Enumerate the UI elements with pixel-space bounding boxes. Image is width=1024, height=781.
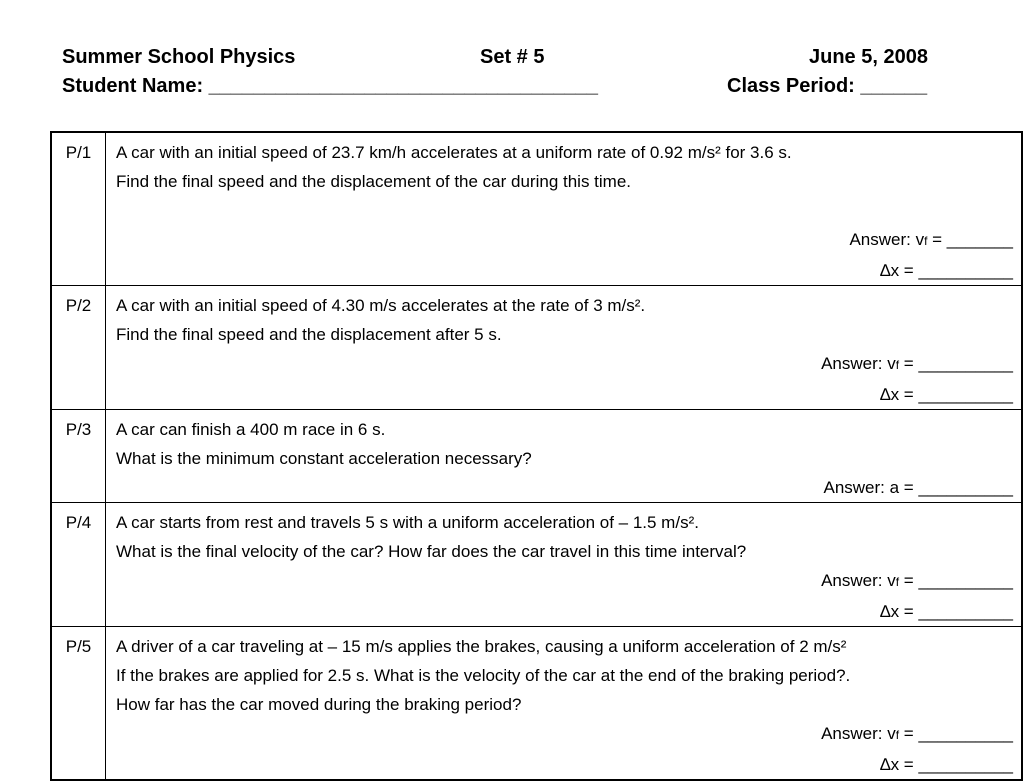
problem-body [106,627,1023,781]
problem-text-line: If the brakes are applied for 2.5 s. What is the velocity of the car at the end of the braking period?. [116,666,851,685]
problem-number: P/2 [51,286,106,410]
problem-text-line: A car with an initial speed of 4.30 m/s accelerates at the rate of 3 m/s². [116,296,646,315]
course-title: Summer School Physics [62,46,296,68]
problems-table [50,131,1023,781]
problem-number: P/3 [51,410,106,503]
worksheet-date: June 5, 2008 [809,46,928,68]
answer-gap [116,196,1013,225]
answer-line: ∆x = __________ [880,385,1013,404]
answer-line: Answer: vf = __________ [821,571,1013,590]
problem-body [106,503,1023,627]
answer-line: ∆x = __________ [880,602,1013,621]
problem-text-line: What is the minimum constant acceleration necessary? [116,449,532,468]
problem-body [106,132,1023,286]
answer-line: Answer: vf = __________ [821,354,1013,373]
problem-row [51,627,1022,781]
problem-number: P/5 [51,627,106,781]
problem-number: P/1 [51,132,106,286]
problem-text-line: A car with an initial speed of 23.7 km/h accelerates at a uniform rate of 0.92 m/s² for 3.6 s. [116,143,792,162]
answer-line: Answer: a = __________ [823,478,1013,497]
problem-row [51,410,1022,503]
problem-row [51,286,1022,410]
answer-line: ∆x = __________ [880,755,1013,774]
problem-text-line: How far has the car moved during the braking period? [116,695,522,714]
answer-line: Answer: vf = _______ [849,230,1013,249]
answer-line: ∆x = __________ [880,261,1013,280]
problem-row [51,503,1022,627]
problem-number: P/4 [51,503,106,627]
class-period-field: Class Period: ______ [727,75,928,97]
set-number: Set # 5 [480,46,545,68]
problem-text-line: A car starts from rest and travels 5 s with a uniform acceleration of – 1.5 m/s². [116,513,699,532]
problem-body [106,410,1023,503]
problem-text-line: A car can finish a 400 m race in 6 s. [116,420,386,439]
problem-text-line: Find the final speed and the displacement of the car during this time. [116,172,632,191]
problem-body [106,286,1023,410]
problem-text-line: Find the final speed and the displacement after 5 s. [116,325,502,344]
student-name-field: Student Name: ___________________________________ [62,75,598,97]
problem-text-line: A driver of a car traveling at – 15 m/s applies the brakes, causing a uniform acceleration of 2 m/s² [116,637,847,656]
problem-text-line: What is the final velocity of the car? How far does the car travel in this time interval? [116,542,747,561]
answer-line: Answer: vf = __________ [821,724,1013,743]
problem-row [51,132,1022,286]
